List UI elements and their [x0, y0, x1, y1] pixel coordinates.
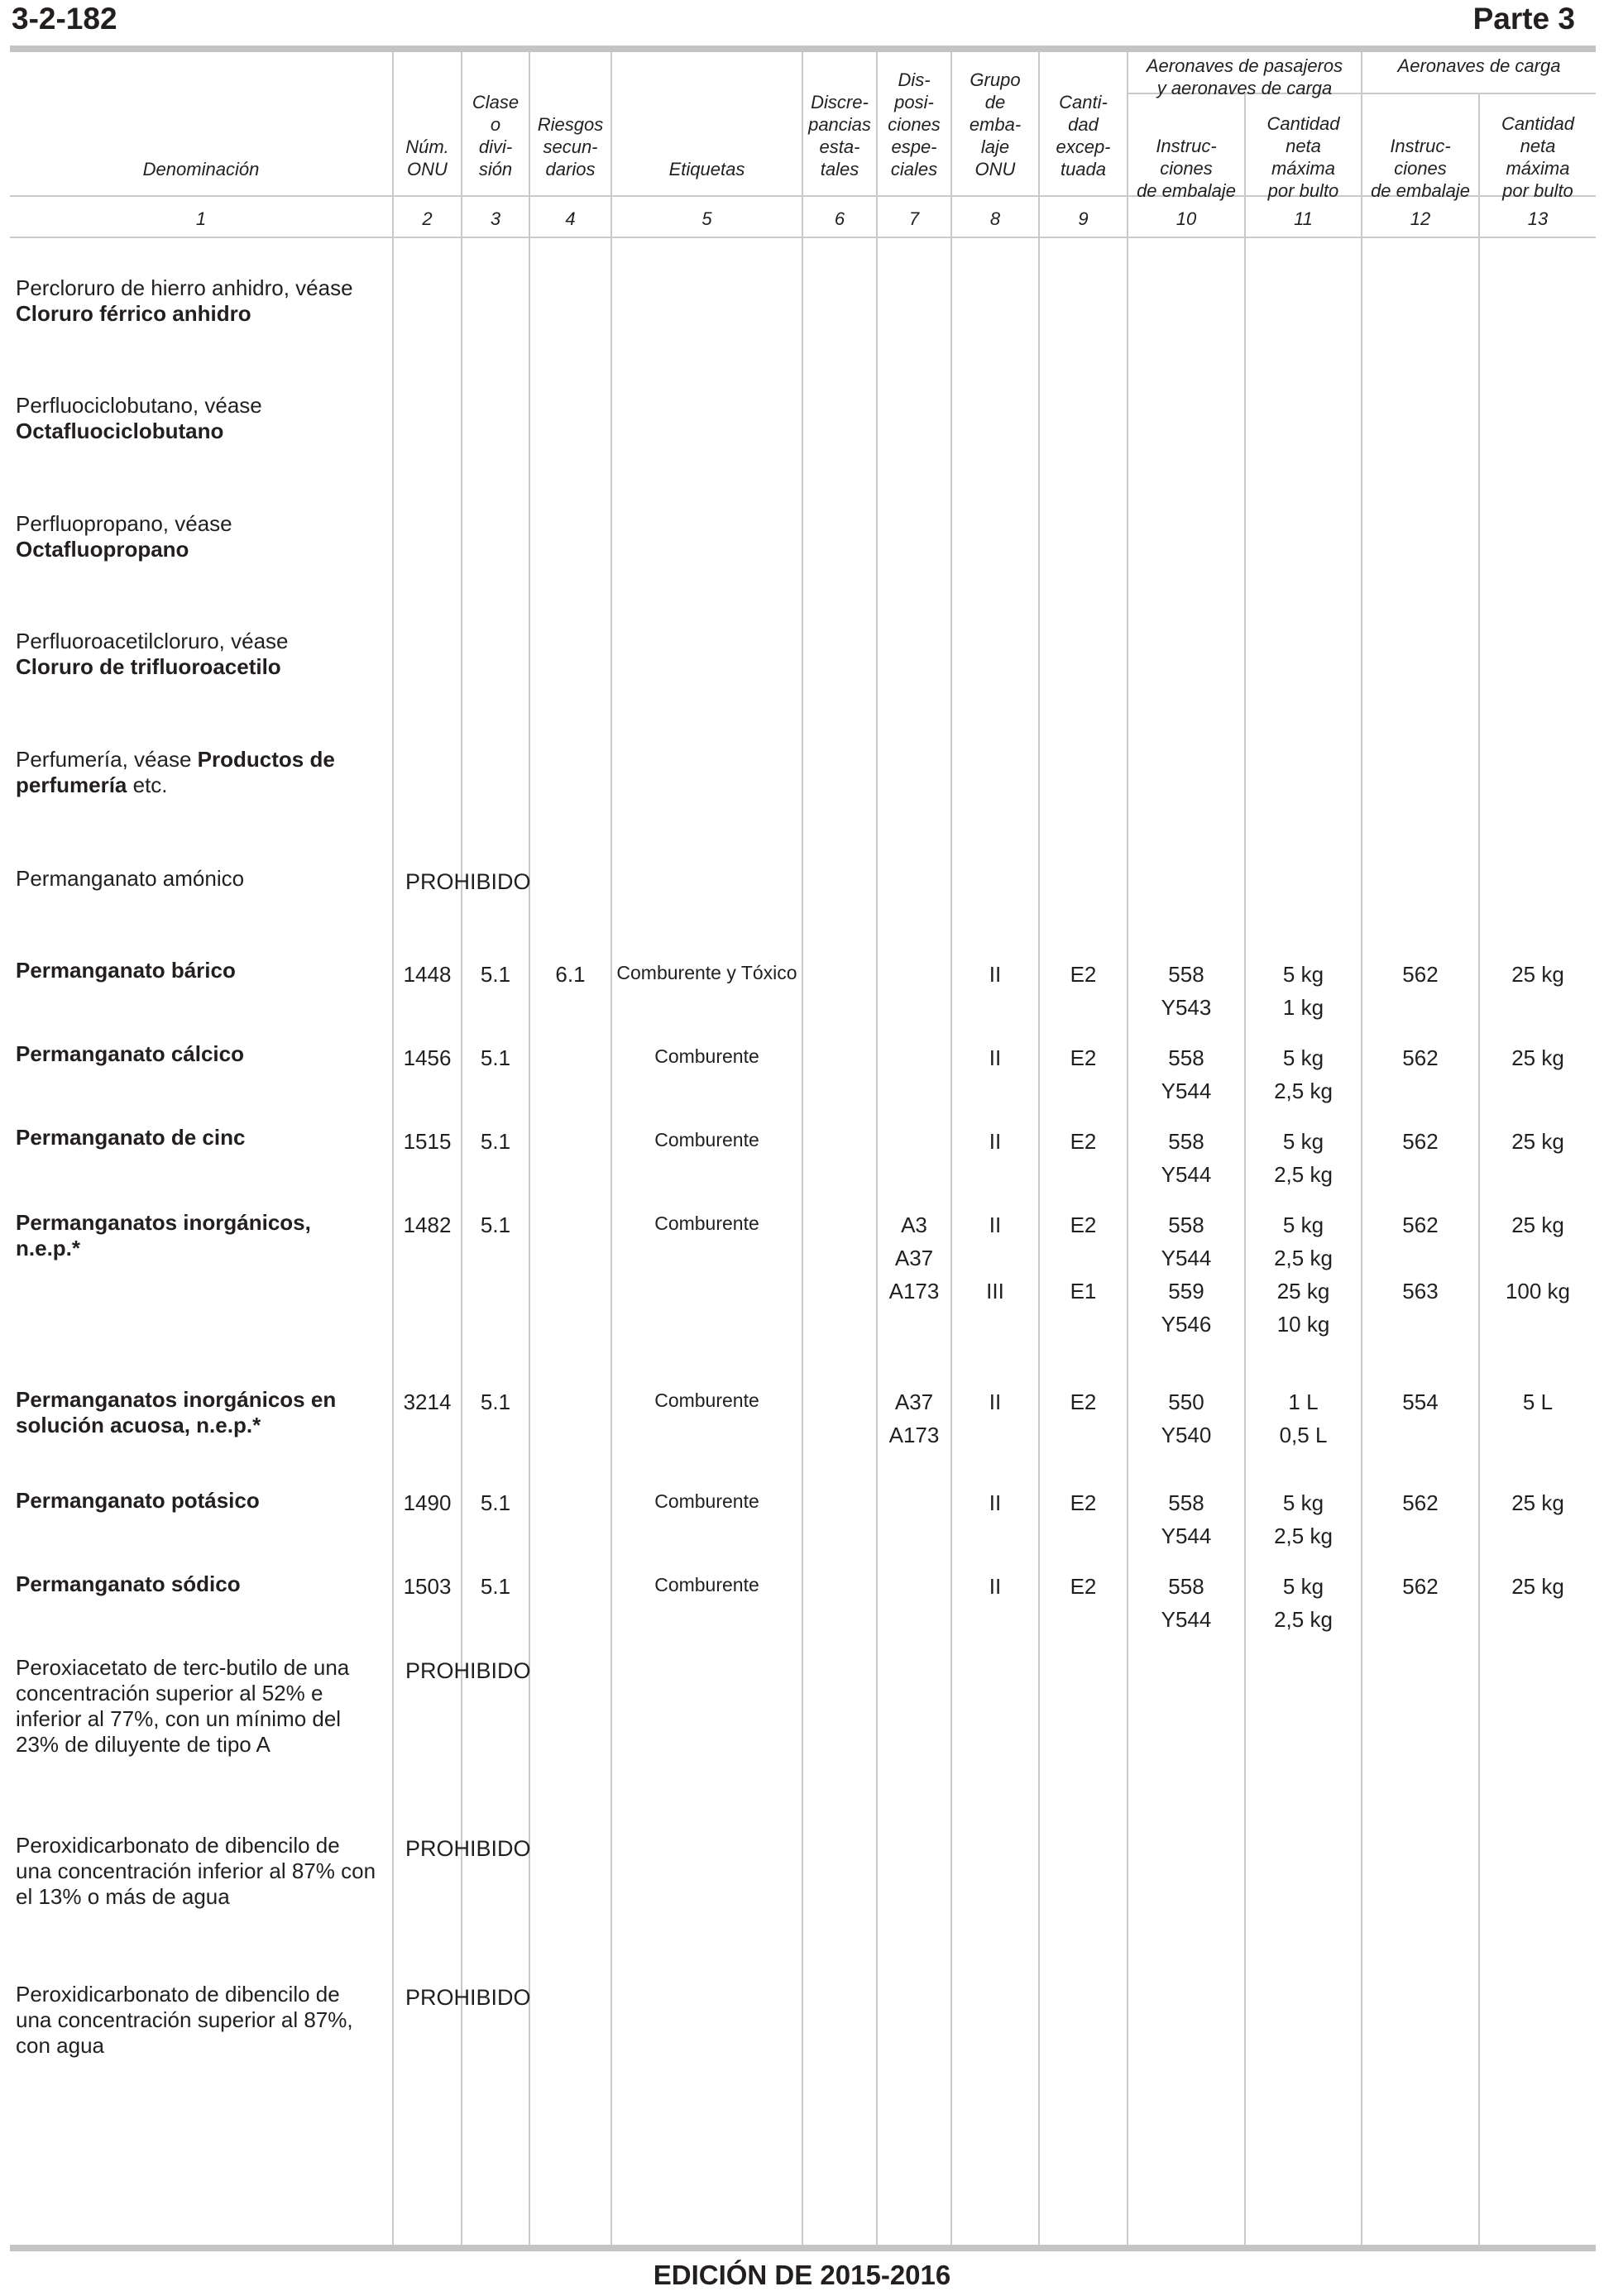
header-packing-group: Grupo de emba- laje ONU	[969, 69, 1022, 179]
entry-name-bold: Permanganato sódico	[16, 1571, 241, 1596]
packing-group: II	[989, 1045, 1002, 1070]
un-number: 1482	[403, 1213, 452, 1237]
col-divider-5	[802, 52, 803, 2245]
entry-name-text: Perfumería, véase	[16, 747, 192, 772]
column-number: 13	[1527, 208, 1549, 229]
column-number: 11	[1294, 208, 1313, 229]
entry-name-text: Perfluociclobutano, véase	[16, 393, 262, 418]
column-number: 1	[195, 208, 207, 229]
pax-packing-instruction: 558 Y543	[1161, 962, 1212, 1020]
class-division: 5.1	[480, 1045, 511, 1070]
class-division: 5.1	[480, 1490, 511, 1515]
table-row	[16, 511, 380, 562]
class-division: 5.1	[480, 1390, 511, 1414]
cargo-max-net-quantity: 25 kg	[1511, 1129, 1564, 1154]
pax-max-net-quantity: 5 kg 1 kg	[1282, 962, 1324, 1020]
pax-packing-instruction: 558 Y544	[1161, 1574, 1212, 1632]
packing-group: II III	[986, 1213, 1004, 1303]
header-class: Clase o divi- sión	[472, 92, 520, 179]
class-division: 5.1	[480, 962, 511, 987]
column-number: 4	[565, 208, 576, 229]
header-passenger-aircraft: Aeronaves de pasajeros y aeronaves de carga	[1146, 55, 1343, 98]
entry-name-bold: Permanganato de cinc	[16, 1125, 246, 1150]
header-labels: Etiquetas	[668, 159, 745, 179]
table-row	[16, 1655, 380, 1758]
table-row	[16, 1982, 380, 2059]
entry-name-bold: Permanganatos inorgánicos en solución acuosa, n.e.p.*	[16, 1387, 337, 1437]
pax-max-net-quantity: 5 kg 2,5 kg	[1274, 1045, 1333, 1103]
entry-name-text: Percloruro de hierro anhidro, véase	[16, 275, 353, 300]
pax-max-net-quantity: 1 L 0,5 L	[1279, 1390, 1328, 1447]
pax-packing-instruction: 550 Y540	[1161, 1390, 1212, 1447]
hazard-labels: Comburente y Tóxico	[616, 962, 797, 983]
entry-name-bold: Permanganato cálcico	[16, 1041, 244, 1066]
entry-name-text: Peroxidicarbonato de dibencilo de una concentración superior al 87%, con agua	[16, 1982, 353, 2058]
column-number: 2	[422, 208, 433, 229]
top-rule	[10, 45, 1596, 52]
entry-name-text: Perfluoroacetilcloruro, véase	[16, 629, 289, 653]
hazard-labels: Comburente	[654, 1390, 759, 1411]
hazard-labels: Comburente	[654, 1490, 759, 1512]
entry-reference-name: Octafluopropano	[16, 537, 189, 562]
excepted-quantity: E2	[1070, 962, 1097, 987]
table-row	[16, 393, 380, 444]
cargo-packing-instruction: 562 563	[1402, 1213, 1439, 1303]
forbidden-status: PROHIBIDO	[405, 869, 531, 894]
pax-packing-instruction: 558 Y544	[1161, 1490, 1212, 1548]
cargo-max-net-quantity: 25 kg	[1511, 962, 1564, 987]
forbidden-status: PROHIBIDO	[405, 1658, 531, 1683]
entry-name-text: Peroxiacetato de terc-butilo de una concentración superior al 52% e inferior al 77%, con un mínimo del 23% de diluyente de tipo A	[16, 1655, 350, 1757]
class-division: 5.1	[480, 1213, 511, 1237]
table-row	[16, 275, 380, 327]
excepted-quantity: E2	[1070, 1045, 1097, 1070]
table-row	[16, 866, 380, 892]
pax-max-net-quantity: 5 kg 2,5 kg	[1274, 1574, 1333, 1632]
edition-footer: EDICIÓN DE 2015-2016	[653, 2260, 951, 2290]
bottom-rule	[10, 2245, 1596, 2251]
header-pax-packing-instructions: Instruc- ciones de embalaje	[1137, 136, 1236, 201]
table-row	[16, 1387, 380, 1438]
cargo-packing-instruction: 562	[1402, 1574, 1439, 1599]
header-subsidiary-risks: Riesgos secun- darios	[537, 114, 604, 179]
entry-name-bold: Permanganato bárico	[16, 958, 236, 983]
column-number: 9	[1078, 208, 1089, 229]
pax-packing-instruction: 558 Y544 559 Y546	[1161, 1213, 1212, 1337]
part-title: Parte 3	[1472, 2, 1575, 36]
subsidiary-risk: 6.1	[555, 962, 586, 987]
col-divider-6	[876, 52, 878, 2245]
header-state-variations: Discre- pancias esta- tales	[808, 92, 871, 179]
packing-group: II	[989, 962, 1002, 987]
packing-group: II	[989, 1574, 1002, 1599]
entry-name-bold: Permanganato potásico	[16, 1488, 260, 1513]
col-divider-12	[1478, 93, 1480, 2245]
cargo-packing-instruction: 562	[1402, 1045, 1439, 1070]
entry-name-text: Perfluopropano, véase	[16, 511, 232, 536]
table-row	[16, 1210, 371, 1261]
table-row	[16, 1488, 380, 1514]
entry-reference-name: Cloruro de trifluoroacetilo	[16, 654, 281, 679]
un-number: 1490	[403, 1490, 452, 1515]
col-divider-3	[529, 52, 530, 2245]
column-number: 5	[701, 208, 712, 229]
entry-name-suffix: etc.	[132, 773, 168, 797]
packing-group: II	[989, 1390, 1002, 1414]
page-number: 3-2-182	[12, 2, 117, 36]
header-cargo-aircraft: Aeronaves de carga	[1397, 55, 1561, 76]
cargo-max-net-quantity: 25 kg 100 kg	[1505, 1213, 1571, 1303]
header-special-provisions: Dis- posi- ciones espe- ciales	[888, 69, 941, 179]
un-number: 1448	[403, 962, 452, 987]
excepted-quantity: E2	[1070, 1490, 1097, 1515]
packing-group: II	[989, 1490, 1002, 1515]
column-number: 3	[490, 208, 501, 229]
table-row	[16, 747, 380, 798]
cargo-packing-instruction: 554	[1402, 1390, 1439, 1414]
column-number: 8	[989, 208, 1001, 229]
pax-max-net-quantity: 5 kg 2,5 kg	[1274, 1490, 1333, 1548]
hazard-labels: Comburente	[654, 1129, 759, 1150]
table-row	[16, 629, 380, 680]
table-row	[16, 958, 380, 983]
hazard-labels: Comburente	[654, 1574, 759, 1595]
header-excepted-quantity: Canti- dad excep- tuada	[1056, 92, 1111, 179]
cargo-max-net-quantity: 5 L	[1522, 1390, 1554, 1414]
entry-name-bold: Permanganatos inorgánicos, n.e.p.*	[16, 1210, 311, 1260]
un-number: 1456	[403, 1045, 452, 1070]
special-provisions: A3 A37 A173	[888, 1213, 940, 1303]
table-row	[16, 1041, 380, 1067]
class-division: 5.1	[480, 1574, 511, 1599]
pax-max-net-quantity: 5 kg 2,5 kg 25 kg 10 kg	[1274, 1213, 1333, 1337]
entry-reference-name: Productos de perfumería	[16, 747, 335, 797]
cargo-max-net-quantity: 25 kg	[1511, 1045, 1564, 1070]
special-provisions: A37 A173	[888, 1390, 940, 1447]
forbidden-status: PROHIBIDO	[405, 1836, 531, 1861]
table-row	[16, 1125, 380, 1150]
excepted-quantity: E2	[1070, 1390, 1097, 1414]
cargo-packing-instruction: 562	[1402, 1490, 1439, 1515]
column-number: 12	[1410, 208, 1431, 229]
cargo-max-net-quantity: 25 kg	[1511, 1574, 1564, 1599]
header-un-number: Núm. ONU	[405, 136, 449, 179]
entry-reference-name: Cloruro férrico anhidro	[16, 301, 251, 326]
un-number: 1503	[403, 1574, 452, 1599]
un-number: 1515	[403, 1129, 452, 1154]
entry-name-text: Peroxidicarbonato de dibencilo de una concentración inferior al 87% con el 13% o más de agua	[16, 1833, 376, 1909]
hazard-labels: Comburente	[654, 1045, 759, 1067]
table-row	[16, 1833, 380, 1910]
column-number: 6	[834, 208, 845, 229]
packing-group: II	[989, 1129, 1002, 1154]
excepted-quantity: E2	[1070, 1129, 1097, 1154]
un-number: 3214	[403, 1390, 452, 1414]
cargo-packing-instruction: 562	[1402, 962, 1439, 987]
header-pax-max-net-qty: Cantidad neta máxima por bulto	[1266, 113, 1340, 201]
header-cargo-packing-instructions: Instruc- ciones de embalaje	[1371, 136, 1470, 201]
column-number: 10	[1175, 208, 1197, 229]
forbidden-status: PROHIBIDO	[405, 1985, 531, 2010]
pax-packing-instruction: 558 Y544	[1161, 1045, 1212, 1103]
cargo-max-net-quantity: 25 kg	[1511, 1490, 1564, 1515]
pax-max-net-quantity: 5 kg 2,5 kg	[1274, 1129, 1333, 1187]
hazard-labels: Comburente	[654, 1213, 759, 1234]
column-number: 7	[908, 208, 920, 229]
header-denominacion: Denominación	[142, 159, 260, 179]
excepted-quantity: E2 E1	[1070, 1213, 1097, 1303]
class-division: 5.1	[480, 1129, 511, 1154]
header-cargo-max-net-qty: Cantidad neta máxima por bulto	[1501, 113, 1575, 201]
cargo-packing-instruction: 562	[1402, 1129, 1439, 1154]
entry-name-text: Permanganato amónico	[16, 866, 245, 891]
entry-reference-name: Octafluociclobutano	[16, 419, 224, 443]
table-row	[16, 1571, 380, 1597]
excepted-quantity: E2	[1070, 1574, 1097, 1599]
pax-packing-instruction: 558 Y544	[1161, 1129, 1212, 1187]
